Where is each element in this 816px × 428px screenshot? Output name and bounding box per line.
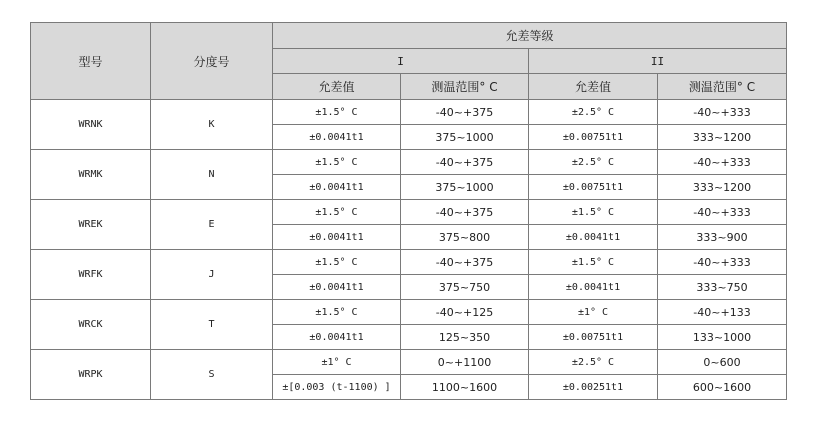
table-row: [31, 350, 787, 375]
index-number-cell: K: [151, 100, 273, 150]
table-body: [31, 100, 787, 400]
table-row: [31, 150, 787, 175]
class-1-range-cell: 1100~1600: [401, 375, 529, 400]
model-cell: WREK: [31, 200, 151, 250]
class-2-tolerance-cell: ±1.5° C: [529, 250, 658, 275]
index-number-cell: J: [151, 250, 273, 300]
table-row: [31, 100, 787, 125]
class-1-range-cell: 125~350: [401, 325, 529, 350]
class-1-tolerance-value-header: 允差值: [273, 74, 401, 100]
class-2-range-cell: -40~+333: [658, 250, 787, 275]
class-2-tolerance-cell: ±0.0041t1: [529, 225, 658, 250]
class-2-tolerance-value-header: 允差值: [529, 74, 658, 100]
table-header: [31, 23, 787, 100]
class-2-tolerance-cell: ±2.5° C: [529, 350, 658, 375]
class-2-tolerance-cell: ±0.00751t1: [529, 125, 658, 150]
class-1-range-cell: -40~+125: [401, 300, 529, 325]
class-2-range-cell: 133~1000: [658, 325, 787, 350]
model-header: 型号: [31, 23, 151, 100]
class-1-tolerance-cell: ±[0.003 (t-1100) ]: [273, 375, 401, 400]
model-cell: WRNK: [31, 100, 151, 150]
class-1-range-cell: 375~1000: [401, 175, 529, 200]
class-2-range-cell: 333~1200: [658, 125, 787, 150]
class-2-range-cell: 333~900: [658, 225, 787, 250]
class-2-tolerance-cell: ±2.5° C: [529, 100, 658, 125]
tolerance-class-header: 允差等级: [273, 23, 787, 49]
class-1-range-cell: 375~1000: [401, 125, 529, 150]
class-2-range-cell: 0~600: [658, 350, 787, 375]
model-cell: WRFK: [31, 250, 151, 300]
index-number-cell: N: [151, 150, 273, 200]
class-1-range-cell: 375~750: [401, 275, 529, 300]
index-number-cell: S: [151, 350, 273, 400]
class-2-range-cell: 333~1200: [658, 175, 787, 200]
class-1-tolerance-cell: ±1.5° C: [273, 100, 401, 125]
tolerance-table: [30, 22, 787, 400]
class-2-tolerance-cell: ±1.5° C: [529, 200, 658, 225]
class-2-tolerance-cell: ±1° C: [529, 300, 658, 325]
class-2-tolerance-cell: ±2.5° C: [529, 150, 658, 175]
class-1-tolerance-cell: ±1.5° C: [273, 300, 401, 325]
class-1-range-cell: -40~+375: [401, 250, 529, 275]
model-cell: WRMK: [31, 150, 151, 200]
table-row: [31, 250, 787, 275]
class-2-tolerance-cell: ±0.00251t1: [529, 375, 658, 400]
class-2-tolerance-cell: ±0.00751t1: [529, 325, 658, 350]
index-number-header: 分度号: [151, 23, 273, 100]
table-row: [31, 200, 787, 225]
class-1-tolerance-cell: ±0.0041t1: [273, 275, 401, 300]
class-2-range-cell: 600~1600: [658, 375, 787, 400]
class-2-tolerance-cell: ±0.0041t1: [529, 275, 658, 300]
class-1-tolerance-cell: ±1° C: [273, 350, 401, 375]
class-1-tolerance-cell: ±0.0041t1: [273, 175, 401, 200]
class-1-header: I: [273, 49, 529, 74]
class-2-header: II: [529, 49, 787, 74]
index-number-cell: T: [151, 300, 273, 350]
class-1-tolerance-cell: ±0.0041t1: [273, 125, 401, 150]
class-2-range-cell: -40~+333: [658, 100, 787, 125]
class-1-range-cell: 375~800: [401, 225, 529, 250]
class-2-range-cell: 333~750: [658, 275, 787, 300]
class-1-temp-range-header: 测温范围° C: [401, 74, 529, 100]
class-1-tolerance-cell: ±1.5° C: [273, 250, 401, 275]
class-1-range-cell: -40~+375: [401, 200, 529, 225]
class-2-tolerance-cell: ±0.00751t1: [529, 175, 658, 200]
class-2-range-cell: -40~+333: [658, 150, 787, 175]
class-1-tolerance-cell: ±1.5° C: [273, 200, 401, 225]
class-1-tolerance-cell: ±0.0041t1: [273, 225, 401, 250]
model-cell: WRPK: [31, 350, 151, 400]
class-2-range-cell: -40~+333: [658, 200, 787, 225]
class-1-range-cell: -40~+375: [401, 150, 529, 175]
class-2-temp-range-header: 测温范围° C: [658, 74, 787, 100]
class-1-tolerance-cell: ±1.5° C: [273, 150, 401, 175]
class-1-range-cell: 0~+1100: [401, 350, 529, 375]
index-number-cell: E: [151, 200, 273, 250]
class-1-range-cell: -40~+375: [401, 100, 529, 125]
table-row: [31, 300, 787, 325]
class-2-range-cell: -40~+133: [658, 300, 787, 325]
class-1-tolerance-cell: ±0.0041t1: [273, 325, 401, 350]
model-cell: WRCK: [31, 300, 151, 350]
